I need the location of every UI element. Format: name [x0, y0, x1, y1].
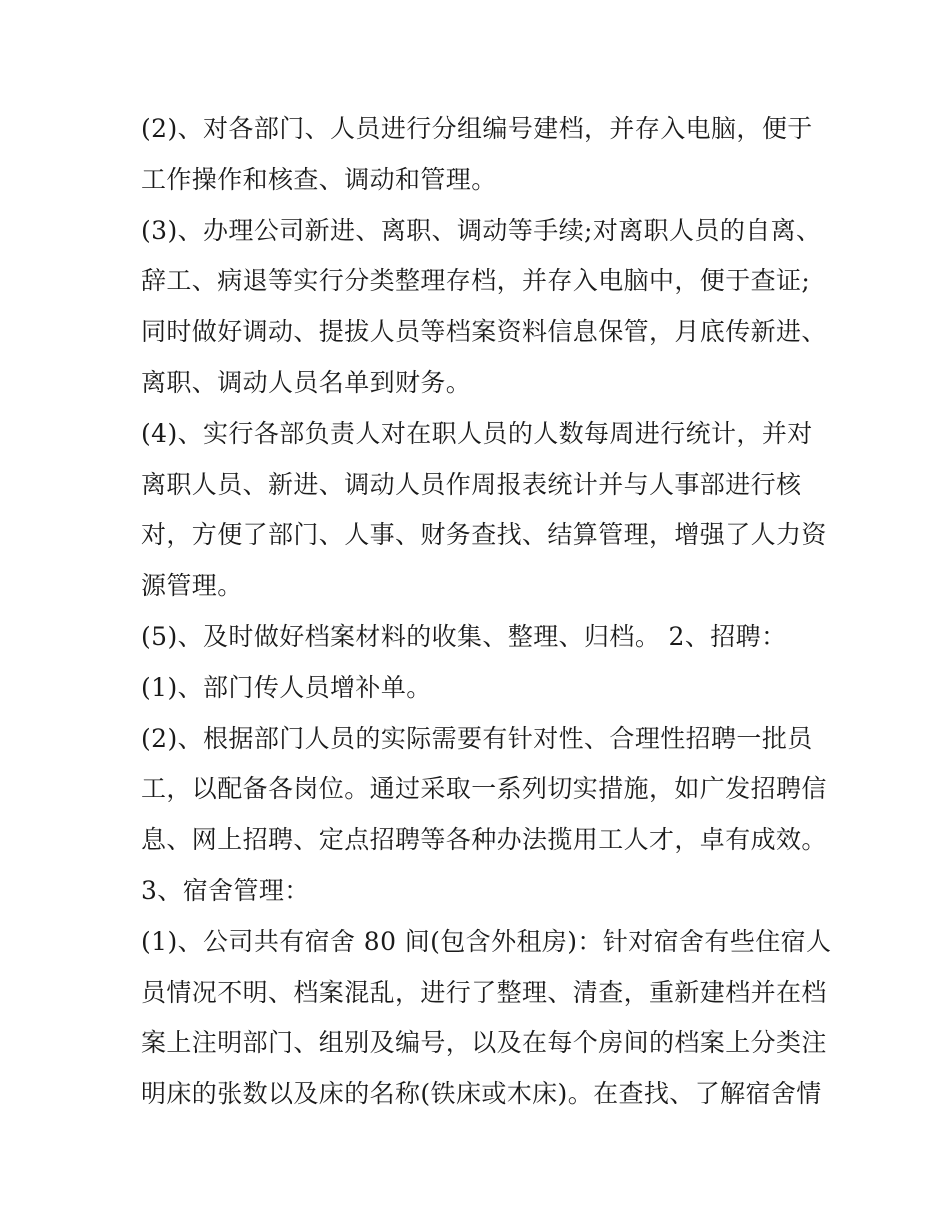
text-line: 工作操作和核查、调动和管理。	[141, 164, 497, 194]
text-line: (3)、办理公司新进、离职、调动等手续;对离职人员的自离、	[141, 215, 822, 245]
text-line: (2)、根据部门人员的实际需要有针对性、合理性招聘一批员	[141, 723, 813, 753]
text-line: 息、网上招聘、定点招聘等各种办法揽用工人才，卓有成效。	[141, 825, 827, 855]
text-line: 辞工、病退等实行分类整理存档，并存入电脑中，便于查证;	[141, 266, 811, 296]
text-line: 案上注明部门、组别及编号，以及在每个房间的档案上分类注	[141, 1028, 827, 1058]
text-line: 员情况不明、档案混乱，进行了整理、清查，重新建档并在档	[141, 977, 827, 1007]
text-line: 源管理。	[141, 571, 243, 601]
text-line: 同时做好调动、提拔人员等档案资料信息保管，月底传新进、	[141, 317, 827, 347]
text-line: 明床的张数以及床的名称(铁床或木床)。在查找、了解宿舍情	[141, 1079, 822, 1109]
text-line: 离职、调动人员名单到财务。	[141, 367, 472, 397]
text-line: 3、宿舍管理：	[141, 875, 310, 905]
text-line: (1)、公司共有宿舍 80 间(包含外租房)：针对宿舍有些住宿人	[141, 926, 832, 956]
text-line: (2)、对各部门、人员进行分组编号建档，并存入电脑，便于	[141, 114, 813, 143]
document-body	[141, 104, 832, 1120]
text-line: 对，方便了部门、人事、财务查找、结算管理，增强了人力资	[141, 520, 827, 550]
text-line: (5)、及时做好档案材料的收集、整理、归档。 2、招聘：	[141, 621, 787, 651]
text-line: 离职人员、新进、调动人员作周报表统计并与人事部进行核	[141, 469, 802, 499]
text-line: 工，以配备各岗位。通过采取一系列切实措施，如广发招聘信	[141, 774, 827, 804]
text-line: (4)、实行各部负责人对在职人员的人数每周进行统计，并对	[141, 418, 813, 448]
text-line: (1)、部门传人员增补单。	[141, 672, 432, 702]
